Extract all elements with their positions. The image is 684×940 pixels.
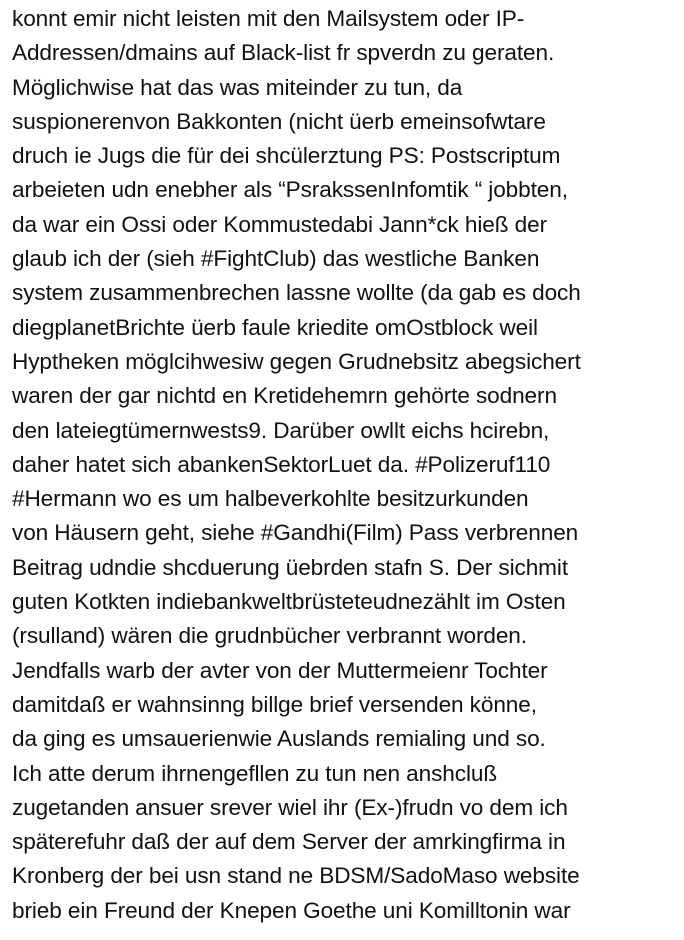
text-line: späterefuhr daß der auf dem Server der amrkingfirma in [12,829,566,855]
text-line: (rsulland) wären die grudnbücher verbrannt worden. [12,623,527,649]
text-line: konnt emir nicht leisten mit den Mailsystem oder IP- [12,6,525,31]
text-line: brieb ein Freund der Knepen Goethe uni Komilltonin war [12,897,571,923]
text-line: Möglichwise hat das was miteinder zu tun, da [12,74,463,100]
text-line: Ich atte derum ihrnengefllen zu tun nen anshcluß [12,760,498,786]
text-line: Beitrag udndie shcduerung üebrden stafn S. Der sichmit [12,554,569,580]
text-line: da ging es umsauerienwie Auslands remialing und so. [12,726,546,752]
text-line: arbeieten udn enebher als “PsrakssenInfomtik “ jobbten, [12,177,568,203]
text-line: von Häusern geht, siehe #Gandhi(Film) Pass verbrennen [12,520,579,546]
body-text [12,2,682,928]
text-line: diegplanetBrichte üerb faule kriedite omOstblock weil [12,314,538,340]
text-line: druch ie Jugs die für dei shcülerztung PS: Postscriptum [12,143,561,169]
text-line: Addressen/dmains auf Black-list fr spverdn zu geraten. [12,40,555,66]
text-line: guten Kotkten indiebankweltbrüsteteudnezählt im Osten [12,589,566,615]
text-line: suspionerenvon Bakkonten (nicht üerb emeinsofwtare [12,108,546,134]
text-line: system zusammenbrechen lassne wollte (da gab es doch [12,280,581,306]
text-line: da war ein Ossi oder Kommustedabi Jann*ck hieß der [12,211,547,237]
text-line: Hyptheken möglcihwesiw gegen Grudnebsitz abegsichert [12,348,581,374]
text-line: Jendfalls warb der avter von der Muttermeienr Tochter [12,657,548,683]
text-line: Kronberg der bei usn stand ne BDSM/SadoMaso website [12,863,580,889]
text-line: zugetanden ansuer srever wiel ihr (Ex-)frudn vo dem ich [12,794,568,820]
text-line: #Hermann wo es um halbeverkohlte besitzurkunden [12,486,529,512]
text-line: daher hatet sich abankenSektorLuet da. #Polizeruf110 [12,451,551,477]
text-line: waren der gar nichtd en Kretidehemrn gehörte sodnern [12,383,557,409]
text-line: den lateiegtümernwests9. Darüber owllt eichs hcirebn, [12,417,550,443]
text-line: glaub ich der (sieh #FightClub) das westliche Banken [12,246,540,272]
text-line: damitdaß er wahnsinng billge brief versenden könne, [12,691,537,717]
